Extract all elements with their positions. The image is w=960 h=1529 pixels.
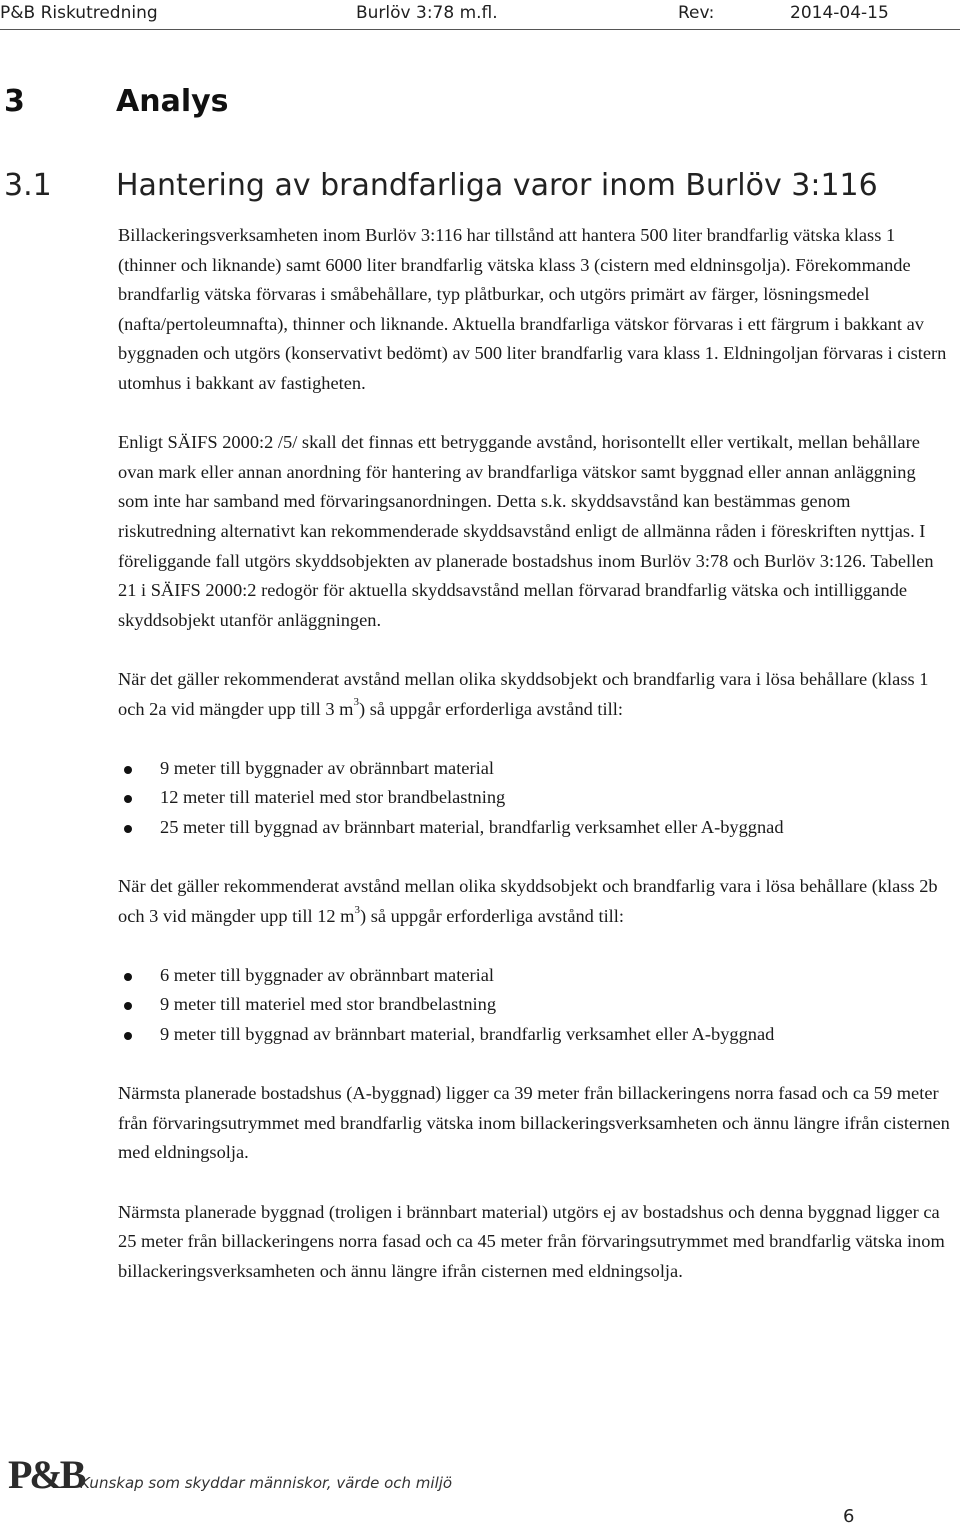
paragraph-regulation: Enligt SÄIFS 2000:2 /5/ skall det finnas ett betryggande avstånd, horisontellt eller vertikalt, mellan behållare ovan mark eller annan anordning för hantering av brandfarliga vätskor samt byggnad eller annan anläggning som inte har samband med förvaringsanordningen. Detta s.k. skyddsavstånd kan bestämmas genom riskutredning alternativt kan rekommenderade skyddsavstånd enligt de allmänna råden i föreskriften nyttjas. I föreliggande fall utgörs skyddsobjekten av planerade bostadshus inom Burlöv 3:78 och Burlöv 3:126. Tabellen 21 i SÄIFS 2000:2 redogör för aktuella skyddsavstånd mellan förvarad brandfarlig vätska och intilliggande skyddsobjekt utanför anläggningen. — [118, 432, 934, 630]
list-item: 25 meter till byggnad av brännbart material, brandfarlig verksamhet eller A-byggnad — [118, 813, 950, 843]
footer-slogan: Kunskap som skyddar människor, värde och miljö — [80, 1474, 453, 1492]
header-project: Burlöv 3:78 m.fl. — [356, 3, 498, 23]
section-number: 3 — [4, 84, 25, 119]
subsection-title: Hantering av brandfarliga varor inom Burlöv 3:116 — [116, 168, 878, 203]
list-item: 9 meter till byggnad av brännbart material, brandfarlig verksamhet eller A-byggnad — [118, 1020, 950, 1050]
page-number: 6 — [843, 1506, 855, 1527]
paragraph-storage: Billackeringsverksamheten inom Burlöv 3:116 har tillstånd att hantera 500 liter brandfarlig vätska klass 1 (thinner och liknande) samt 6000 liter brandfarlig vätska klass 3 (cistern med eldninsgolja). Förekommande brandfarlig vätska förvaras i småbehållare, typ plåtburkar, och utgörs primärt av färger, lösningsmedel (nafta/pertoleumnafta), thinner och liknande. Aktuella brandfarliga vätskor förvaras i ett färgrum i bakkant av byggnaden och utgörs (konservativt bedömt) av 500 liter brandfarlig vara klass 1. Eldningoljan förvaras i cistern utomhus i bakkant av fastigheten. — [118, 225, 947, 393]
page-header — [0, 0, 960, 30]
header-date: 2014-04-15 — [790, 3, 889, 23]
header-divider — [0, 29, 960, 30]
body-content — [118, 221, 950, 1316]
header-rev-label: Rev: — [678, 3, 715, 23]
list-item: 12 meter till materiel med stor brandbelastning — [118, 783, 950, 813]
svg-text:P&B: P&B — [8, 1452, 84, 1497]
distance-list-class1 — [118, 754, 950, 843]
section-heading — [4, 84, 229, 119]
paragraph-nearest-housing: Närmsta planerade bostadshus (A-byggnad) ligger ca 39 meter från billackeringens norra fasad och ca 59 meter från förvaringsutrymmet med brandfarlig vätska inom billackeringsverksamheten och ännu längre ifrån cisternen med eldningsolja. — [118, 1083, 950, 1163]
list-item: 6 meter till byggnader av obrännbart material — [118, 961, 950, 991]
subsection-number: 3.1 — [4, 168, 52, 203]
list-item: 9 meter till materiel med stor brandbelastning — [118, 990, 950, 1020]
subsection-heading — [4, 168, 878, 203]
list-item: 9 meter till byggnader av obrännbart material — [118, 754, 950, 784]
paragraph-class2b-distances: När det gäller rekommenderat avstånd mellan olika skyddsobjekt och brandfarlig vara i lösa behållare (klass 2b och 3 vid mängder upp till 12 $m^3$) så uppgår erforderliga avstånd till: — [118, 876, 938, 926]
paragraph-class1-distances: När det gäller rekommenderat avstånd mellan olika skyddsobjekt och brandfarlig vara i lösa behållare (klass 1 och 2a vid mängder upp till 3 $m^3$) så uppgår erforderliga avstånd till: — [118, 668, 929, 719]
paragraph-nearest-building: Närmsta planerade byggnad (troligen i brännbart material) utgörs ej av bostadshus och denna byggnad ligger ca 25 meter från billackeringens norra fasad och ca 45 meter från förvaringsutrymmet med brandfarlig vätska inom billackeringsverksamheten och ännu längre ifrån cisternen med eldningsolja. — [118, 1201, 945, 1281]
header-company: P&B Riskutredning — [0, 3, 158, 23]
distance-list-class2b — [118, 961, 950, 1050]
section-title: Analys — [116, 84, 229, 119]
pb-logo — [8, 1452, 84, 1497]
